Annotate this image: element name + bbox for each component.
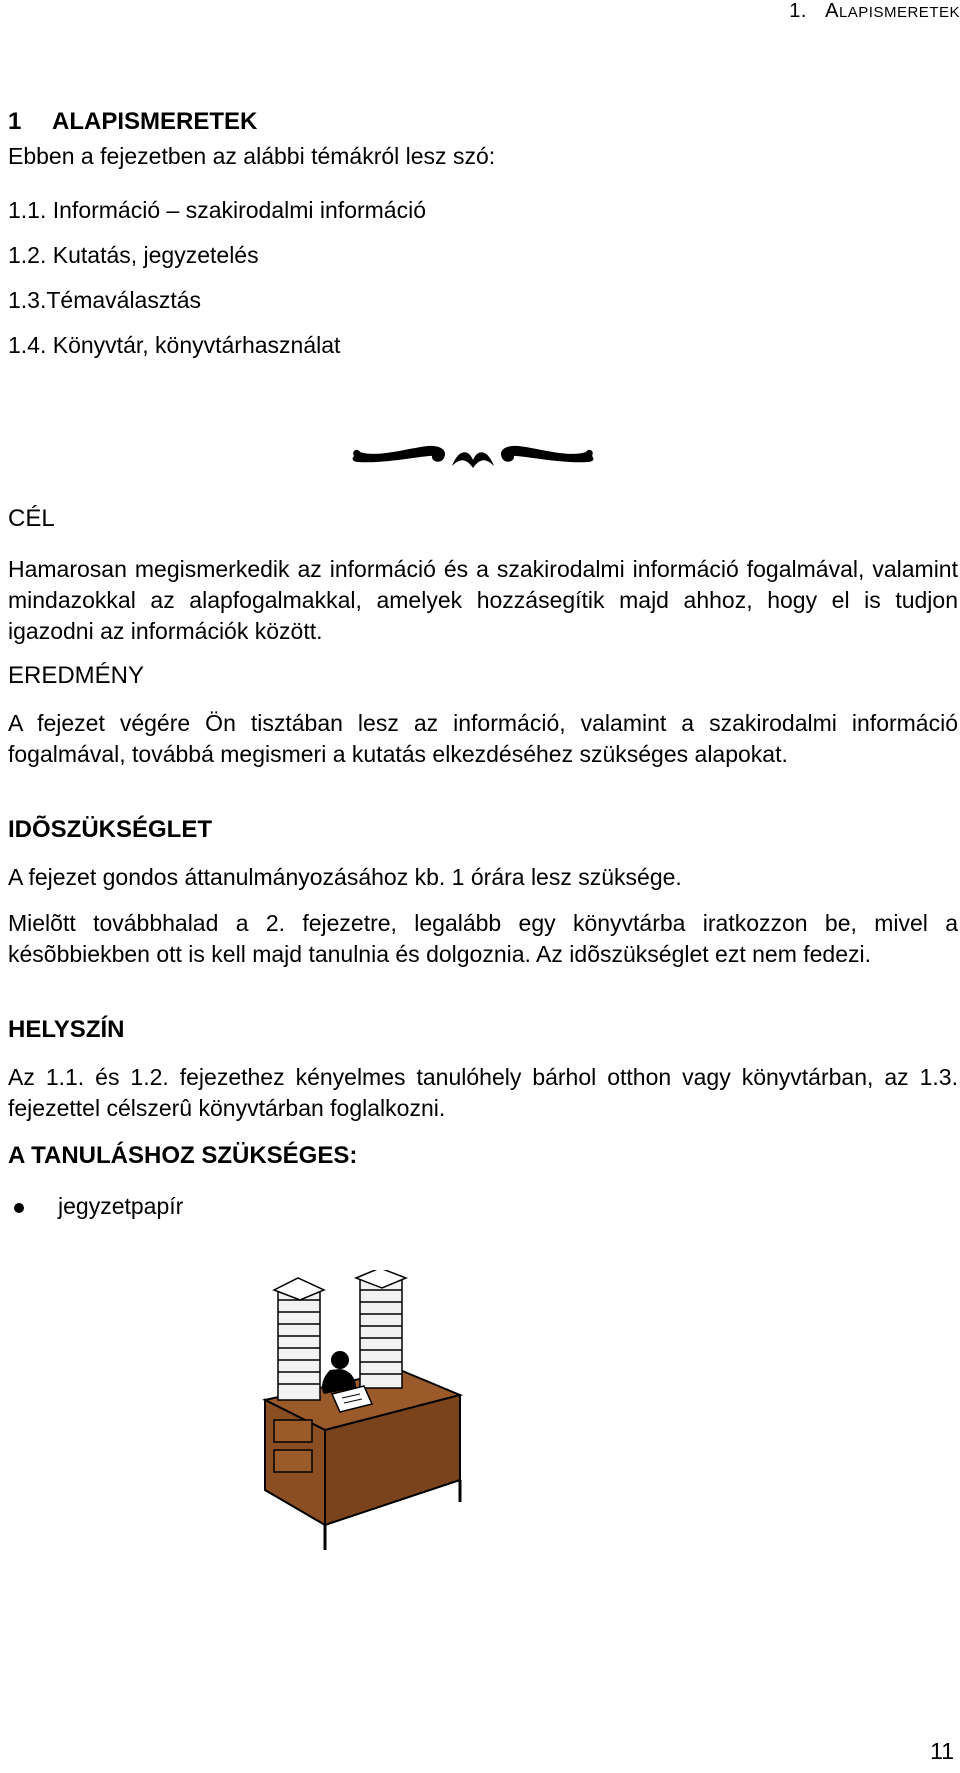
toc-item: 1.1. Információ – szakirodalmi információ — [8, 197, 426, 223]
chapter-title — [8, 108, 257, 136]
heading-szukseges: A TANULÁSHOZ SZÜKSÉGES: — [8, 1142, 358, 1169]
running-header-initial: A — [825, 0, 839, 22]
helyszin-paragraph: Az 1.1. és 1.2. fejezethez kényelmes tanulóhely bárhol otthon vagy könyvtárban, az 1.3. fejezettel célszerû könyvtárban foglalkozni. — [8, 1064, 958, 1121]
chapter-intro: Ebben a fejezetben az alábbi témákról lesz szó: — [8, 143, 496, 169]
heading-idoszukseglet: IDÕSZÜKSÉGLET — [8, 816, 213, 843]
ornament-divider-icon — [348, 442, 598, 479]
list-item — [8, 1193, 183, 1220]
requirements-list — [8, 1193, 183, 1220]
toc-item: 1.2. Kutatás, jegyzetelés — [8, 242, 259, 268]
chapter-title-text: ALAPISMERETEK — [52, 108, 258, 135]
toc-item: 1.3.Témaválasztás — [8, 287, 202, 313]
eredmeny-paragraph: A fejezet végére Ön tisztában lesz az információ, valamint a szakirodalmi információ fogalmával, továbbá megismeri a kutatás elkezdéséhez szükséges alapokat. — [8, 710, 958, 767]
toc-item: 1.4. Könyvtár, könyvtárhasználat — [8, 332, 341, 358]
heading-cel: CÉL — [8, 505, 55, 532]
desk-with-paper-stacks-icon — [260, 1270, 480, 1565]
running-header-number: 1. — [789, 0, 807, 22]
table-of-contents — [8, 188, 426, 368]
idoszukseglet-paragraph-2: Mielõtt továbbhalad a 2. fejezetre, legalább egy könyvtárba iratkozzon be, mivel a késõbbiekben ott is kell majd tanulnia és dolgoznia. Az idõszükséglet ezt nem fedezi. — [8, 910, 958, 967]
page-number: 11 — [930, 1738, 954, 1764]
chapter-number: 1 — [8, 108, 22, 135]
running-header — [789, 0, 960, 23]
cel-paragraph: Hamarosan megismerkedik az információ és a szakirodalmi információ fogalmával, valamint mindazokkal az alapfogalmakkal, amelyek hozzásegítik majd ahhoz, hogy el is tudjon igazodni az információk között. — [8, 556, 958, 644]
idoszukseglet-paragraph-1: A fejezet gondos áttanulmányozásához kb. 1 órára lesz szüksége. — [8, 864, 682, 890]
bullet-icon — [14, 1203, 24, 1213]
heading-helyszin: HELYSZÍN — [8, 1016, 125, 1043]
heading-eredmeny: EREDMÉNY — [8, 662, 145, 689]
list-item-text: jegyzetpapír — [58, 1193, 184, 1219]
running-header-title: LAPISMERETEK — [838, 4, 960, 21]
